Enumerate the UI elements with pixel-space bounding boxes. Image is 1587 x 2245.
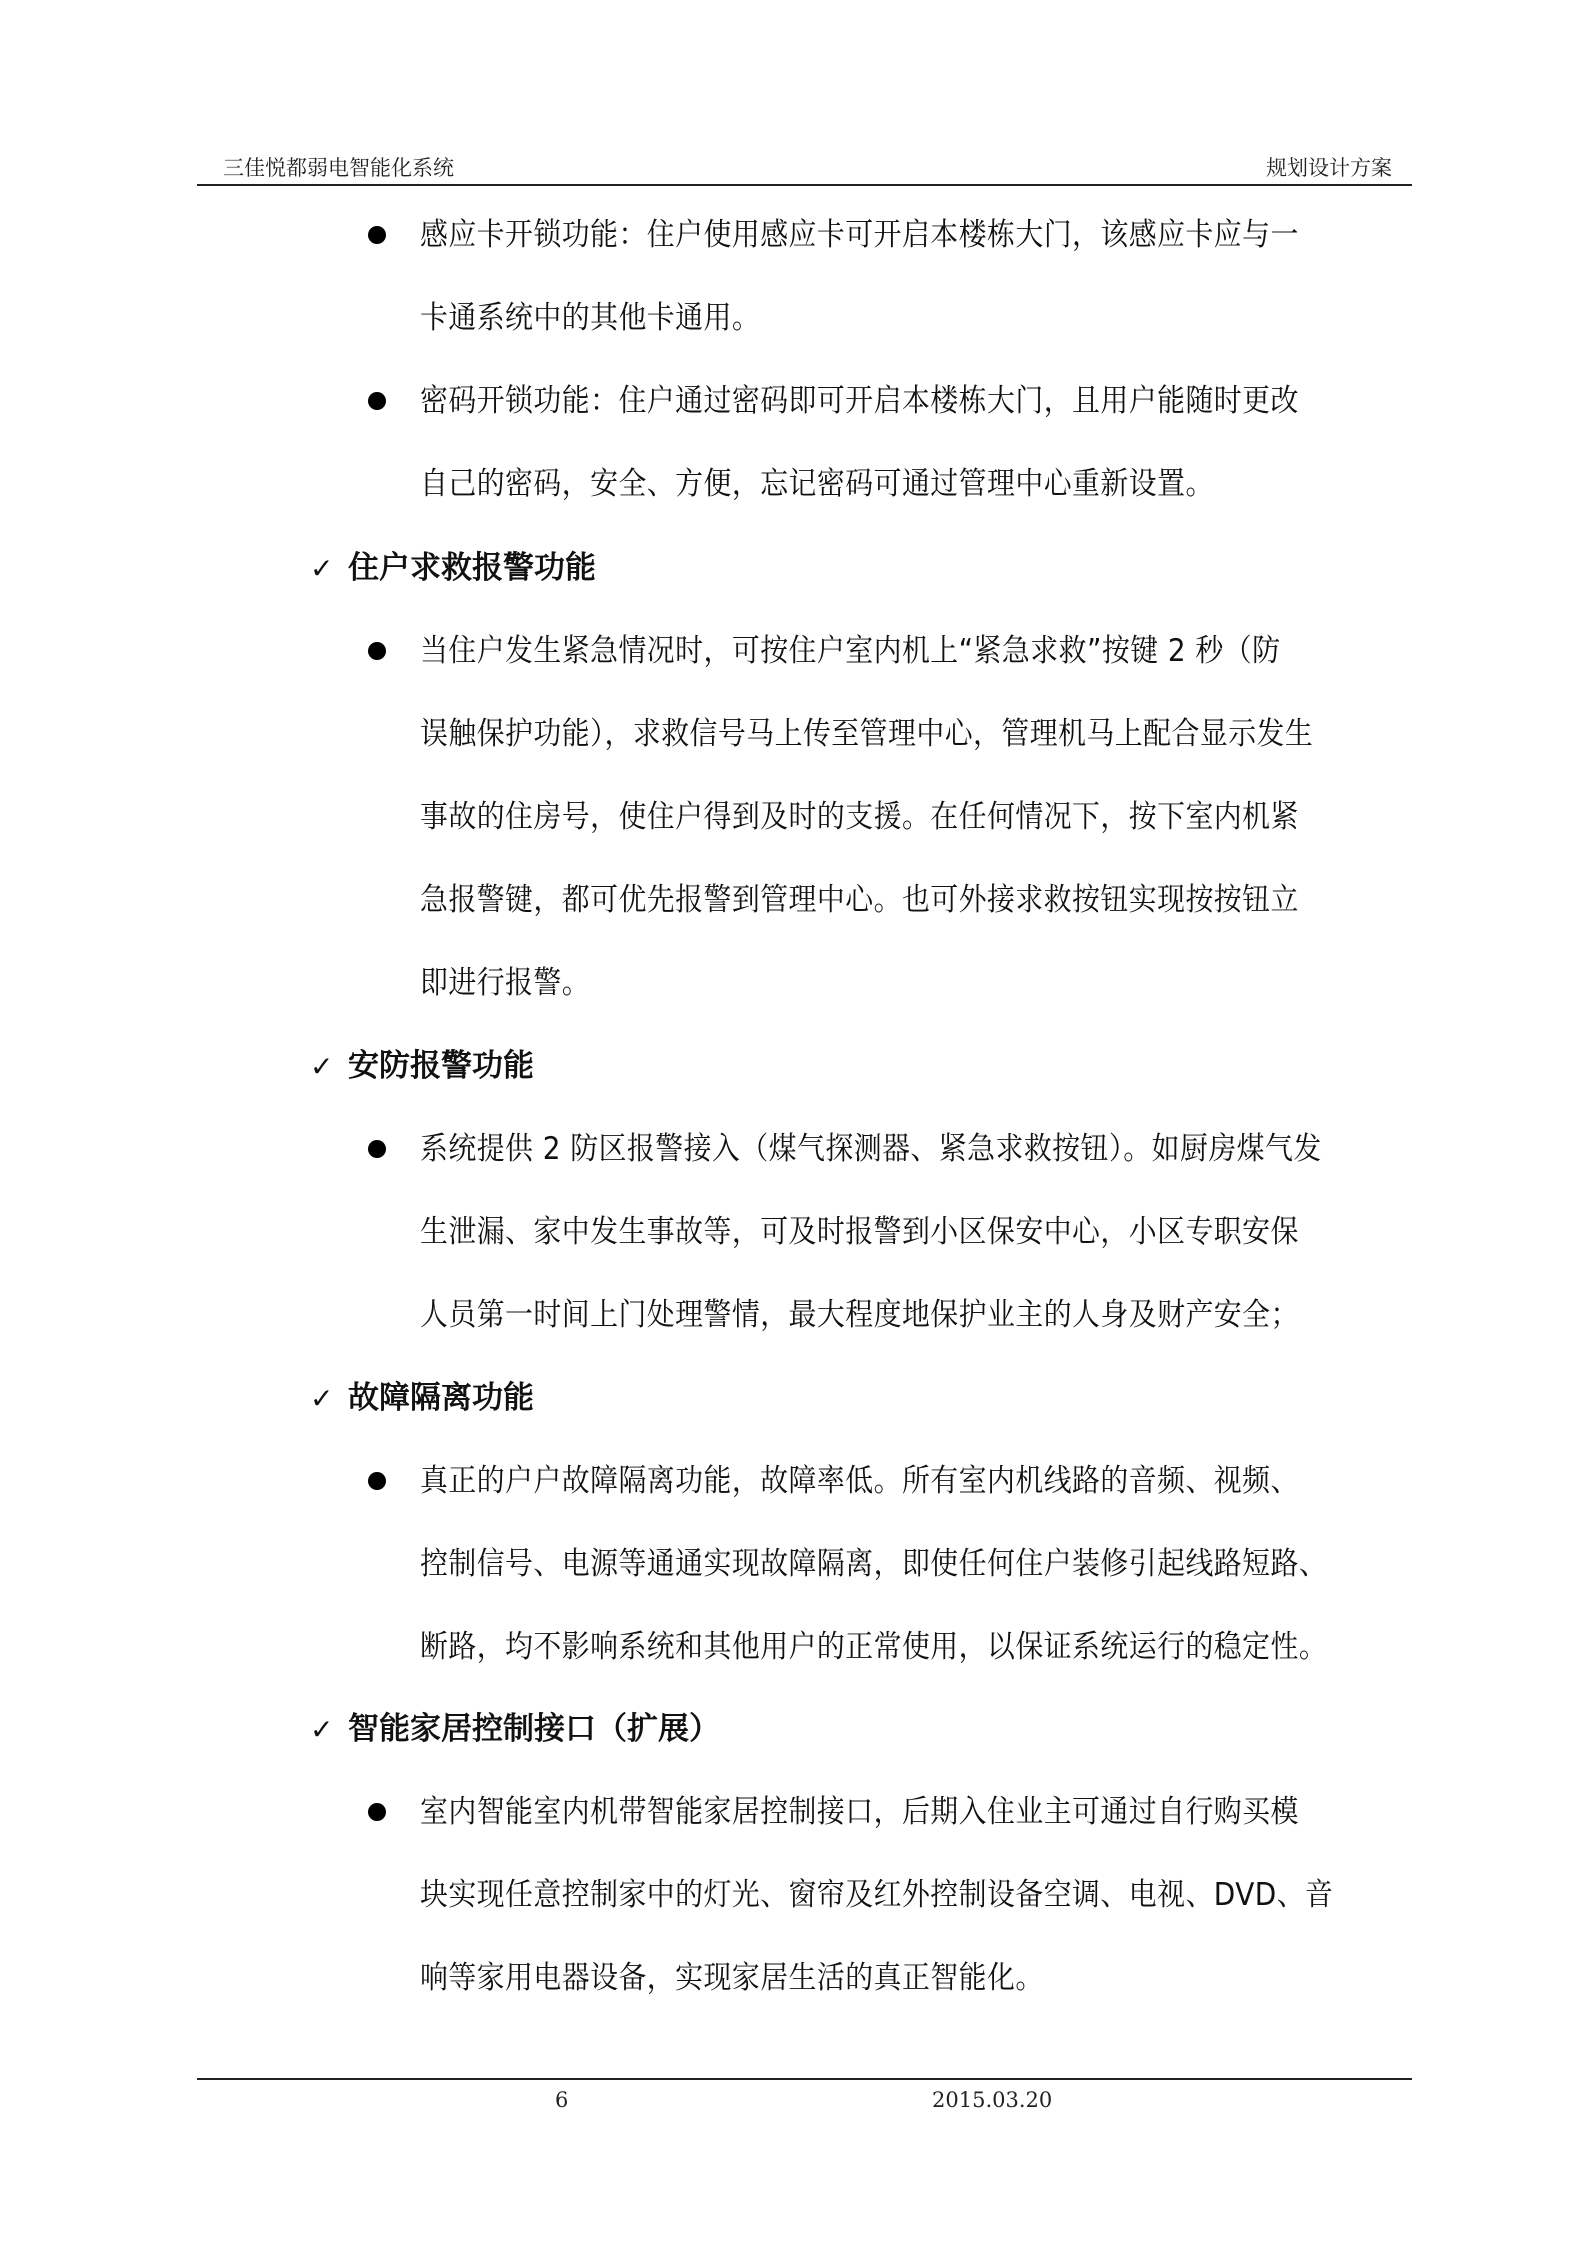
text-line: 事故的住房号，使住户得到及时的支援。在任何情况下，按下室内机紧 bbox=[420, 799, 1299, 835]
text-line: 响等家用电器设备，实现家居生活的真正智能化。 bbox=[420, 1960, 1044, 1996]
bullet-icon bbox=[368, 1140, 386, 1158]
section-heading-security-alarm bbox=[310, 1043, 534, 1089]
text-line: 急报警键，都可优先报警到管理中心。也可外接求救按钮实现按按钮立 bbox=[420, 882, 1299, 918]
bullet-icon bbox=[368, 392, 386, 410]
bullet-icon bbox=[368, 1472, 386, 1490]
heading-text: 住户求救报警功能 bbox=[348, 550, 596, 586]
section-heading-fault-isolation bbox=[310, 1375, 534, 1421]
checkmark-icon: ✓ bbox=[310, 1713, 334, 1746]
text-line: 块实现任意控制家中的灯光、窗帘及红外控制设备空调、电视、DVD、音 bbox=[420, 1877, 1334, 1913]
bullet-icon bbox=[368, 226, 386, 244]
document-title: 三佳悦都弱电智能化系统 bbox=[223, 156, 454, 180]
text-line: 真正的户户故障隔离功能，故障率低。所有室内机线路的音频、视频、 bbox=[420, 1463, 1299, 1499]
text-line: 断路，均不影响系统和其他用户的正常使用，以保证系统运行的稳定性。 bbox=[420, 1629, 1328, 1665]
page-footer bbox=[197, 2078, 1412, 2112]
page-header bbox=[197, 148, 1412, 186]
text-line: 生泄漏、家中发生事故等，可及时报警到小区保安中心，小区专职安保 bbox=[420, 1214, 1299, 1250]
heading-text: 智能家居控制接口（扩展） bbox=[348, 1711, 720, 1747]
section-heading-emergency-call bbox=[310, 545, 596, 591]
checkmark-icon: ✓ bbox=[310, 552, 334, 585]
text-line: 卡通系统中的其他卡通用。 bbox=[420, 300, 761, 336]
bullet-icon bbox=[368, 1803, 386, 1821]
text-line: 即进行报警。 bbox=[420, 965, 591, 1001]
section-heading-smart-home bbox=[310, 1706, 720, 1752]
heading-text: 安防报警功能 bbox=[348, 1048, 534, 1084]
text-line: 控制信号、电源等通通实现故障隔离，即使任何住户装修引起线路短路、 bbox=[420, 1546, 1328, 1582]
bullet-icon bbox=[368, 642, 386, 660]
text-line: 自己的密码，安全、方便，忘记密码可通过管理中心重新设置。 bbox=[420, 466, 1214, 502]
checkmark-icon: ✓ bbox=[310, 1382, 334, 1415]
text-line: 人员第一时间上门处理警情，最大程度地保护业主的人身及财产安全； bbox=[420, 1297, 1299, 1333]
checkmark-icon: ✓ bbox=[310, 1050, 334, 1083]
text-line: 当住户发生紧急情况时，可按住户室内机上“紧急求救”按键 2 秒（防 bbox=[420, 633, 1281, 669]
text-line: 误触保护功能），求救信号马上传至管理中心，管理机马上配合显示发生 bbox=[420, 716, 1314, 752]
heading-text: 故障隔离功能 bbox=[348, 1380, 534, 1416]
document-section-title: 规划设计方案 bbox=[1266, 156, 1392, 180]
footer-date: 2015.03.20 bbox=[932, 2088, 1053, 2112]
page-number: 6 bbox=[555, 2088, 569, 2112]
text-line: 密码开锁功能：住户通过密码即可开启本楼栋大门，且用户能随时更改 bbox=[420, 383, 1299, 419]
text-line: 室内智能室内机带智能家居控制接口，后期入住业主可通过自行购买模 bbox=[420, 1794, 1299, 1830]
text-line: 感应卡开锁功能：住户使用感应卡可开启本楼栋大门，该感应卡应与一 bbox=[420, 217, 1299, 253]
text-line: 系统提供 2 防区报警接入（煤气探测器、紧急求救按钮）。如厨房煤气发 bbox=[420, 1131, 1322, 1167]
